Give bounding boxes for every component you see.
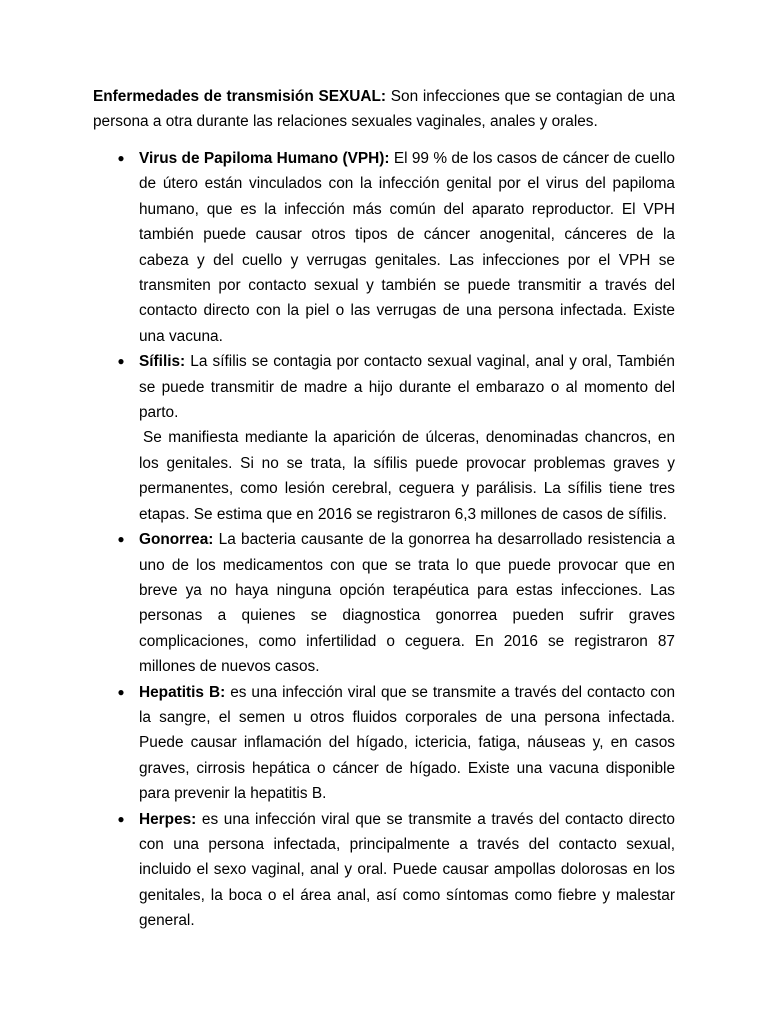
item-text: es una infección viral que se transmite a través del contacto directo con una persona infectada, principalmente a través del contacto sexual, incluido el sexo vaginal, anal y oral. Puede causar ampollas dolorosas en los genitales, la boca o el área anal, así como síntomas como fiebre y malestar general. (139, 810, 675, 930)
item-term: Sífilis: (139, 353, 186, 371)
disease-list (93, 146, 675, 934)
bullet-icon: ● (117, 354, 125, 369)
list-item-gonorrea (93, 527, 675, 679)
item-text: La bacteria causante de la gonorrea ha desarrollado resistencia a uno de los medicamentos con que se trata lo que puede provocar que en breve ya no haya ninguna opción terapéutica para estas infecciones. Las personas a quienes se diagnostica gonorrea pueden sufrir graves complicaciones, como infertilidad o ceguera. En 2016 se registraron 87 millones de nuevos casos. (139, 531, 675, 676)
intro-text: Son infecciones que se contagian de una persona a otra durante las relaciones sexuales vaginales, anales y orales. (93, 88, 676, 131)
intro-paragraph (93, 84, 675, 135)
item-term: Virus de Papiloma Humano (VPH): (139, 150, 390, 167)
item-term: Hepatitis B: (139, 683, 226, 701)
item-term: Herpes: (139, 810, 197, 828)
item-term: Gonorrea: (139, 531, 214, 549)
bullet-icon: ● (117, 151, 125, 165)
bullet-icon: ● (117, 532, 125, 547)
list-item-herpes (93, 807, 675, 934)
item-text: El 99 % de los casos de cáncer de cuello de útero están vinculados con la infección genital por el virus del papiloma humano, que es la infección más común del aparato reproductor. El VPH también puede causar otros tipos de cáncer anogenital, cánceres de la cabeza y del cuello y verrugas genitales. Las infecciones por el VPH se transmiten por contacto sexual y también se puede transmitir a través del contacto directo con la piel o las verrugas de una persona infectada. Existe una vacuna. (139, 150, 675, 345)
bullet-icon: ● (117, 684, 125, 699)
item-text: La sífilis se contagia por contacto sexual vaginal, anal y oral, También se puede transmitir de madre a hijo durante el embarazo o al momento del parto. (139, 353, 675, 422)
list-item-vph (93, 146, 675, 349)
list-item-hepatitis-b (93, 680, 675, 807)
list-item-sifilis (93, 349, 675, 527)
item-text: es una infección viral que se transmite a través del contacto con la sangre, el semen u otros fluidos corporales de una persona infectada. Puede causar inflamación del hígado, ictericia, fatiga, náuseas y, en casos graves, cirrosis hepática o cáncer de hígado. Existe una vacuna disponible para prevenir la hepatitis B. (139, 683, 676, 803)
intro-title: Enfermedades de transmisión SEXUAL: (93, 88, 387, 105)
bullet-icon: ● (117, 811, 125, 826)
item-extra-paragraph: Se manifiesta mediante la aparición de úlceras, denominadas chancros, en los genitales. Si no se trata, la sífilis puede provocar problemas graves y permanentes, como lesión cerebral, ceguera y parálisis. La sífilis tiene tres etapas. Se estima que en 2016 se registraron 6,3 millones de casos de sífilis. (139, 429, 675, 523)
